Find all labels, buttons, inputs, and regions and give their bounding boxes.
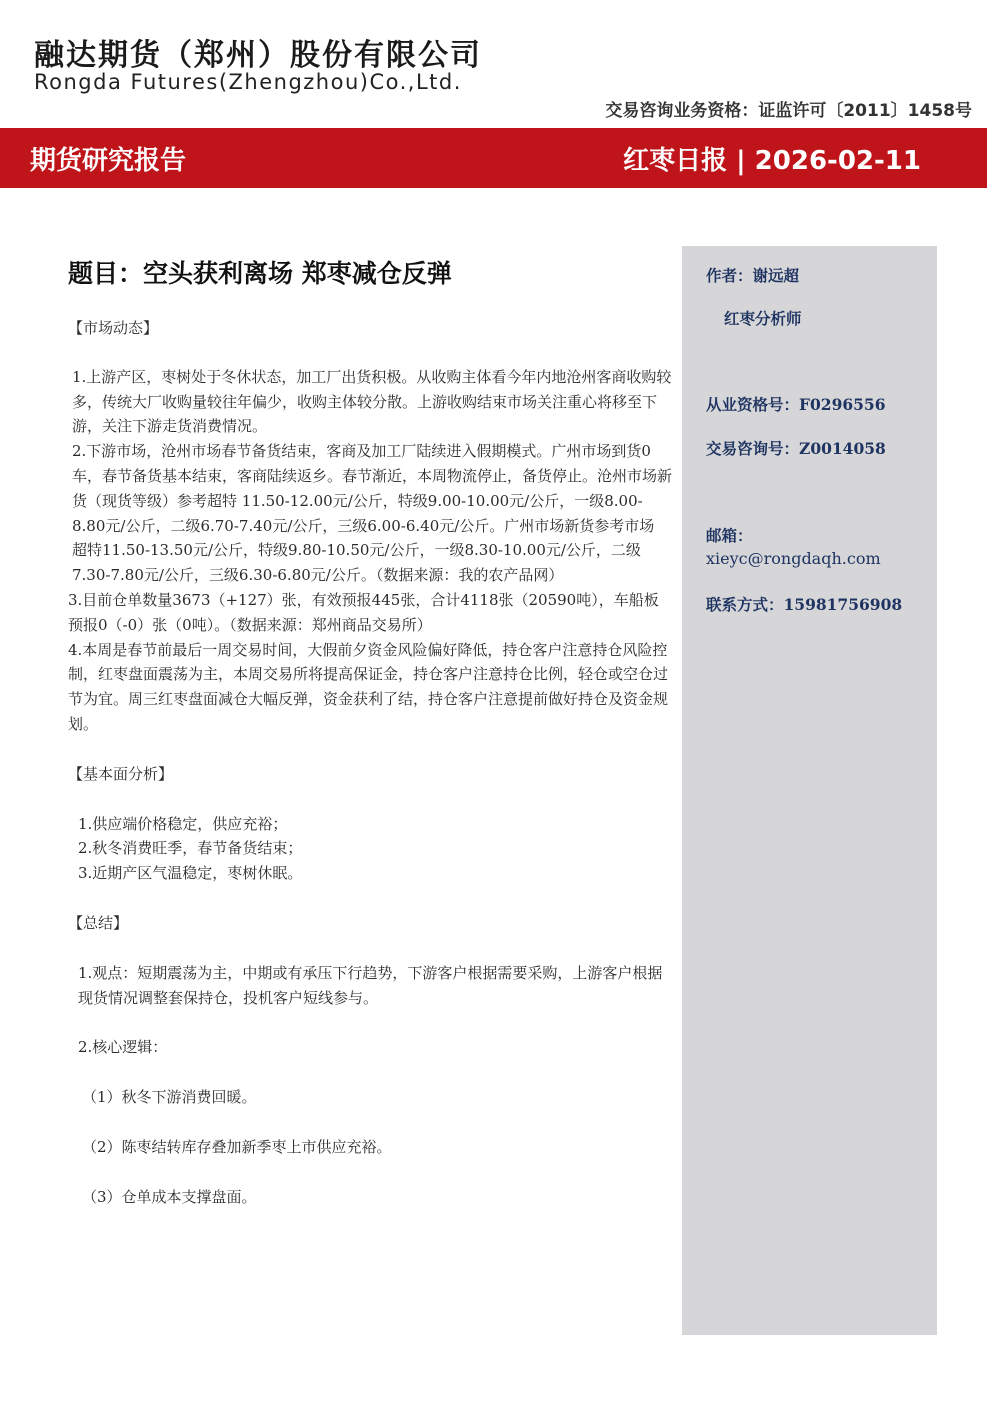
consult-number: 交易咨询号：Z0014058	[706, 439, 886, 458]
market-paragraph-3: 3.目前仓单数量3673（+127）张，有效预报445张，合计4118张（20590吨），车船板预报0（-0）张（0吨）。（数据来源：郑州商品交易所）	[68, 590, 659, 634]
qualification-number: 从业资格号：F0296556	[706, 395, 886, 414]
author-sidebar	[682, 246, 937, 1335]
fundamental-heading: 【基本面分析】	[68, 764, 174, 783]
report-title: 题目：空头获利离场 郑枣减仓反弹	[68, 259, 452, 288]
market-paragraph-1: 1.上游产区，枣树处于冬休状态，加工厂出货积极。从收购主体看今年内地沧州客商收购较多，传统大厂收购量较往年偏少，收购主体较分散。上游收购结束市场关注重心将移至下游，关注下游走货消费情况。	[72, 367, 672, 436]
contact-phone: 联系方式：15981756908	[706, 595, 903, 614]
author-name: 作者：谢远超	[706, 266, 800, 285]
summary-view: 1.观点：短期震荡为主，中期或有承压下行趋势，下游客户根据需要采购，上游客户根据现货情况调整套保持仓，投机客户短线参与。	[78, 963, 663, 1007]
email-address[interactable]: xieyc@rongdaqh.com	[706, 549, 881, 568]
fundamental-item-2: 2.秋冬消费旺季，春节备货结束；	[78, 839, 303, 858]
logic-item-2: （2）陈枣结转库存叠加新季枣上市供应充裕。	[82, 1137, 392, 1156]
license-info: 交易咨询业务资格：证监许可〔2011〕1458号	[605, 101, 972, 121]
logic-item-1: （1）秋冬下游消费回暖。	[82, 1088, 257, 1107]
report-banner	[0, 128, 987, 188]
summary-heading: 【总结】	[68, 913, 129, 932]
email-label: 邮箱：	[706, 526, 753, 545]
market-paragraph-2: 2.下游市场，沧州市场春节备货结束，客商及加工厂陆续进入假期模式。广州市场到货0车，春节备货基本结束，客商陆续返乡。春节渐近，本周物流停止，备货停止。沧州市场新货（现货等级）参考超特 11.50-12.00元/公斤，特级9.00-10.00元/公斤，一级8.00-8.80元/公斤，二级6.70-7.40元/公斤，三级6.00-6.40元/公斤。广州市场新货参考市场 超特11.50-13.50元/公斤，特级9.80-10.50元/公斤，一级8.30-10.00元/公斤，二级7.30-7.80元/公斤，三级6.30-6.80元/公斤。（数据来源：我的农产品网）	[72, 442, 673, 585]
banner-report-date: 红枣日报 | 2026-02-11	[623, 146, 921, 176]
report-body	[68, 316, 672, 1210]
company-name-en: Rongda Futures(Zhengzhou)Co.,Ltd.	[34, 70, 462, 94]
logic-item-3: （3）仓单成本支撑盘面。	[82, 1187, 257, 1206]
fundamental-item-1: 1.供应端价格稳定，供应充裕；	[78, 814, 288, 833]
summary-logic-heading: 2.核心逻辑：	[78, 1038, 168, 1057]
market-paragraph-4: 4.本周是春节前最后一周交易时间，大假前夕资金风险偏好降低，持仓客户注意持仓风险控制，红枣盘面震荡为主，本周交易所将提高保证金，持仓客户注意持仓比例，轻仓或空仓过节为宜。周三红枣盘面减仓大幅反弹，资金获利了结，持仓客户注意提前做好持仓及资金规划。	[68, 640, 669, 733]
company-name-cn: 融达期货（郑州）股份有限公司	[34, 38, 482, 73]
market-heading: 【市场动态】	[68, 319, 159, 337]
banner-report-type: 期货研究报告	[30, 146, 187, 176]
author-role: 红枣分析师	[724, 309, 802, 328]
fundamental-item-3: 3.近期产区气温稳定，枣树休眠。	[78, 864, 303, 883]
